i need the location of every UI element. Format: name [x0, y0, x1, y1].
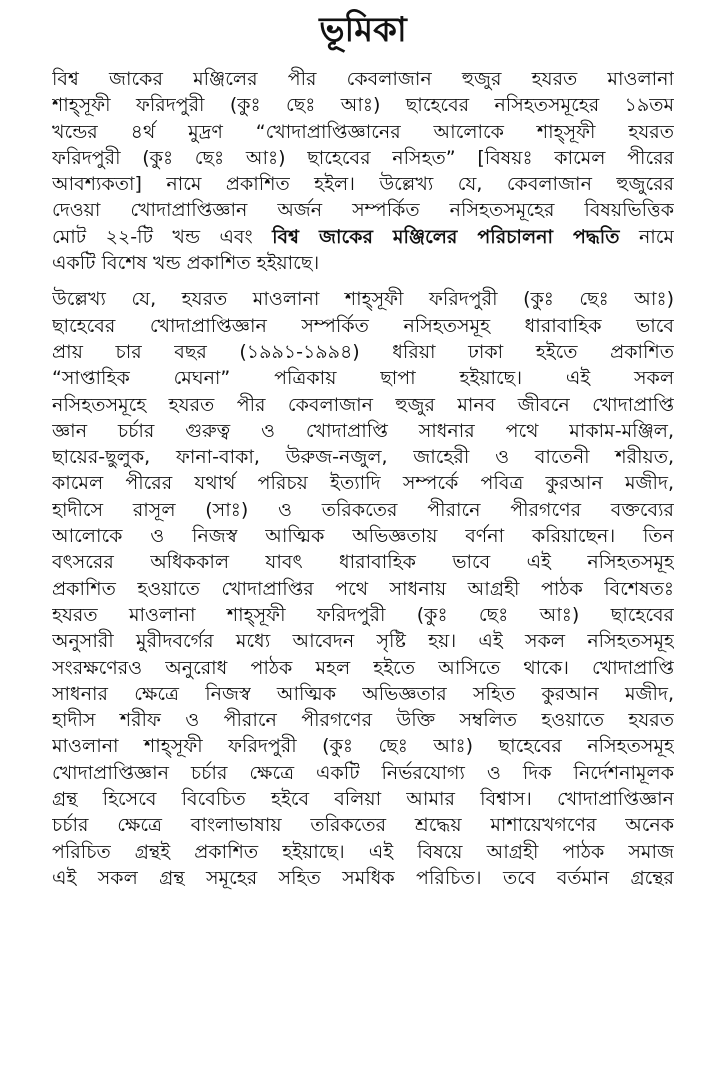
text-segment: নামে	[638, 225, 674, 248]
text-line: হযরত মাওলানা শাহ্সূফী ফরিদপুরী (কুঃ ছেঃ আঃ) ছাহেবের	[52, 603, 674, 626]
text-line: ফরিদপুরী (কুঃ ছেঃ আঃ) ছাহেবের নসিহত” [বিষয়ঃ কামেল পীরের	[52, 146, 674, 169]
text-line: আবশ্যকতা] নামে প্রকাশিত হইল। উল্লেখ্য যে, কেবলাজান হুজুরের	[52, 173, 674, 196]
text-line: পরিচিত গ্রন্থই প্রকাশিত হইয়াছে। এই বিষয়ে আগ্রহী পাঠক সমাজ	[52, 840, 674, 863]
text-line: খন্ডের ৪র্থ মুদ্রণ “খোদাপ্রাপ্তিজ্ঞানের আলোকে শাহ্সূফী হযরত	[52, 120, 674, 143]
page-title: ভূমিকা	[319, 10, 407, 50]
text-line: এই সকল গ্রন্থ সমূহের সহিত সমধিক পরিচিত। তবে বর্তমান গ্রন্থের	[52, 866, 674, 889]
text-line: হাদীস শরীফ ও পীরানে পীরগণের উক্তি সম্বলিত হওয়াতে হযরত	[52, 709, 674, 732]
text-line: শাহ্সূফী ফরিদপুরী (কুঃ ছেঃ আঃ) ছাহেবের নসিহতসমূহের ১৯তম	[52, 94, 674, 117]
text-line: দেওয়া খোদাপ্রাপ্তিজ্ঞান অর্জন সম্পর্কিত নসিহতসমূহের বিষয়ভিত্তিক	[52, 199, 674, 222]
text-line: উল্লেখ্য যে, হযরত মাওলানা শাহ্সূফী ফরিদপুরী (কুঃ ছেঃ আঃ)	[52, 288, 674, 311]
text-line: সংরক্ষণেরও অনুরোধ পাঠক মহল হইতে আসিতে থাকে। খোদাপ্রাপ্তি	[52, 656, 674, 679]
text-line: গ্রন্থ হিসেবে বিবেচিত হইবে বলিয়া আমার বিশ্বাস। খোদাপ্রাপ্তিজ্ঞান	[52, 788, 674, 811]
text-line: সাধনার ক্ষেত্রে নিজস্ব আত্মিক অভিজ্ঞতার সহিত কুরআন মজীদ,	[52, 682, 674, 705]
paragraph-1	[52, 66, 674, 276]
text-line: জ্ঞান চর্চার গুরুত্ব ও খোদাপ্রাপ্তি সাধনার পথে মাকাম-মঞ্জিল,	[52, 419, 674, 442]
text-line: “সাপ্তাহিক মেঘনা” পত্রিকায় ছাপা হইয়াছে। এই সকল	[52, 367, 674, 390]
text-line	[52, 224, 674, 250]
text-line: প্রায় চার বছর (১৯৯১-১৯৯৪) ধরিয়া ঢাকা হইতে প্রকাশিত	[52, 340, 674, 363]
text-line: হাদীসে রাসূল (সাঃ) ও তরিকতের পীরানে পীরগণের বক্তব্যের	[52, 498, 674, 521]
text-line: ছায়ের-ছুলুক, ফানা-বাকা, উরুজ-নজুল, জাহেরী ও বাতেনী শরীয়ত,	[52, 446, 674, 469]
text-line: খোদাপ্রাপ্তিজ্ঞান চর্চার ক্ষেত্রে একটি নির্ভরযোগ্য ও দিক নির্দেশনামূলক	[52, 761, 674, 784]
text-line: বিশ্ব জাকের মঞ্জিলের পীর কেবলাজান হুজুর হযরত মাওলানা	[52, 68, 674, 90]
text-line: বৎসরের অধিককাল যাবৎ ধারাবাহিক ভাবে এই নসিহতসমূহ	[52, 551, 674, 574]
text-line: একটি বিশেষ খন্ড প্রকাশিত হইয়াছে।	[52, 252, 320, 275]
text-line: অনুসারী মুরীদবর্গের মধ্যে আবেদন সৃষ্টি হয়। এই সকল নসিহতসমূহ	[52, 630, 674, 653]
bold-text-segment: বিশ্ব জাকের মঞ্জিলের পরিচালনা পদ্ধতি	[272, 225, 620, 248]
text-line: ছাহেবের খোদাপ্রাপ্তিজ্ঞান সম্পর্কিত নসিহতসমূহ ধারাবাহিক ভাবে	[52, 314, 674, 337]
text-line: কামেল পীরের যথার্থ পরিচয় ইত্যাদি সম্পর্কে পবিত্র কুরআন মজীদ,	[52, 472, 674, 495]
text-line: আলোকে ও নিজস্ব আত্মিক অভিজ্ঞতায় বর্ণনা করিয়াছেন। তিন	[52, 525, 674, 548]
text-line: প্রকাশিত হওয়াতে খোদাপ্রাপ্তির পথে সাধনায় আগ্রহী পাঠক বিশেষতঃ	[52, 577, 674, 600]
paragraph-2	[52, 286, 674, 891]
text-segment: মোট ২২-টি খন্ড এবং	[52, 225, 253, 248]
text-line: চর্চার ক্ষেত্রে বাংলাভাষায় তরিকতের শ্রদ্ধেয় মাশায়েখগণের অনেক	[52, 814, 674, 837]
text-line: মাওলানা শাহ্সূফী ফরিদপুরী (কুঃ ছেঃ আঃ) ছাহেবের নসিহতসমূহ	[52, 735, 674, 758]
text-line: নসিহতসমূহে হযরত পীর কেবলাজান হুজুর মানব জীবনে খোদাপ্রাপ্তি	[52, 393, 674, 416]
